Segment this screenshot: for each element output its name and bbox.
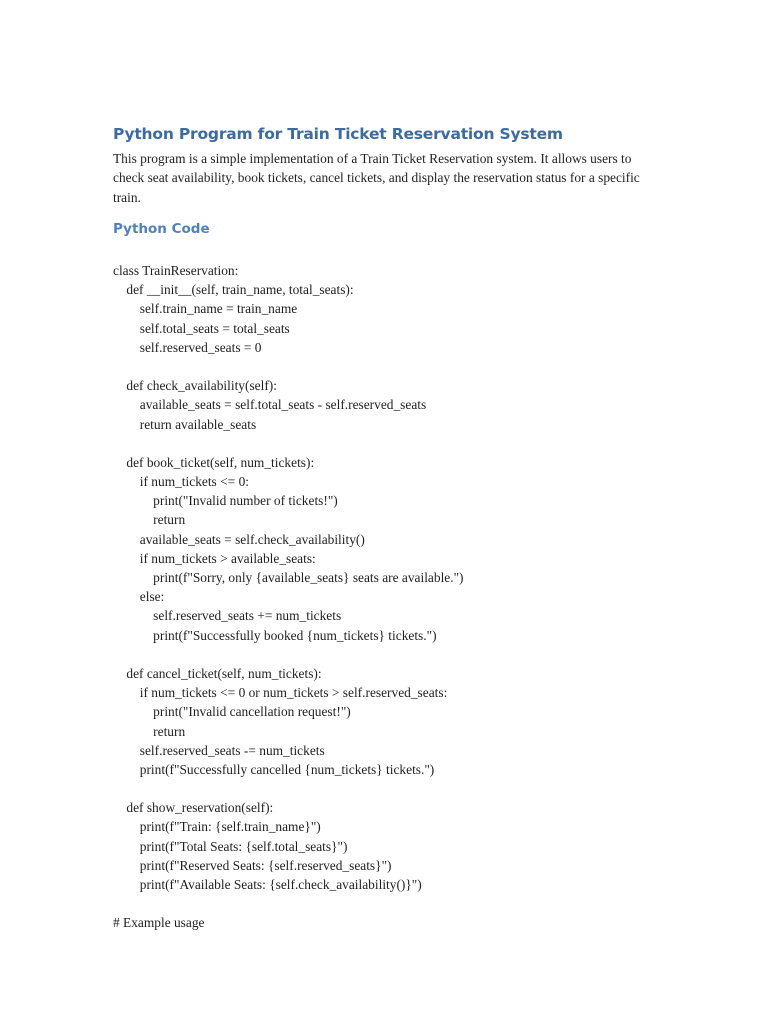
code-line: self.reserved_seats = 0 [113,339,262,355]
code-line: print(f"Total Seats: {self.total_seats}") [113,838,348,854]
code-line: print("Invalid number of tickets!") [113,493,338,509]
code-line [113,894,464,913]
code-line: return available_seats [113,416,257,432]
intro-paragraph: This program is a simple implementation of a Train Ticket Reservation system. It allows users to check seat availability, book tickets, cancel tickets, and display the reservation status for a specific train. [113,151,640,205]
code-line [113,779,464,798]
code-line: def book_ticket(self, num_tickets): [113,454,315,470]
code-line: class TrainReservation: [113,263,239,278]
code-line: def cancel_ticket(self, num_tickets): [113,665,322,681]
code-line: self.train_name = train_name [113,301,298,317]
code-line [113,357,464,376]
code-line: self.reserved_seats -= num_tickets [113,742,325,758]
code-line: def show_reservation(self): [113,800,274,816]
code-line: print(f"Reserved Seats: {self.reserved_seats}") [113,857,392,873]
code-line: available_seats = self.check_availability() [113,531,365,547]
section-heading-python-code: Python Code [113,221,210,237]
code-line: # Example usage [113,915,205,931]
code-line: def check_availability(self): [113,378,277,394]
code-line [113,645,464,664]
code-block [113,261,464,933]
code-line: def __init__(self, train_name, total_seats): [113,282,354,298]
code-line: self.reserved_seats += num_tickets [113,608,342,624]
code-line: print(f"Available Seats: {self.check_availability()}") [113,877,422,892]
code-line: if num_tickets > available_seats: [113,550,316,566]
code-line: if num_tickets <= 0 or num_tickets > self.reserved_seats: [113,685,448,701]
code-line: return [113,723,186,739]
document-title: Python Program for Train Ticket Reservation System [113,125,563,143]
code-line: else: [113,589,165,605]
code-line [113,434,464,453]
code-line: available_seats = self.total_seats - self.reserved_seats [113,397,427,413]
code-line: print("Invalid cancellation request!") [113,704,351,720]
code-line: if num_tickets <= 0: [113,474,249,490]
code-line: print(f"Train: {self.train_name}") [113,819,321,835]
code-line: print(f"Sorry, only {available_seats} seats are available.") [113,570,464,585]
code-line: self.total_seats = total_seats [113,320,290,336]
code-line: return [113,512,186,528]
code-line: print(f"Successfully booked {num_tickets} tickets.") [113,627,437,643]
code-line: print(f"Successfully cancelled {num_tickets} tickets.") [113,761,435,777]
